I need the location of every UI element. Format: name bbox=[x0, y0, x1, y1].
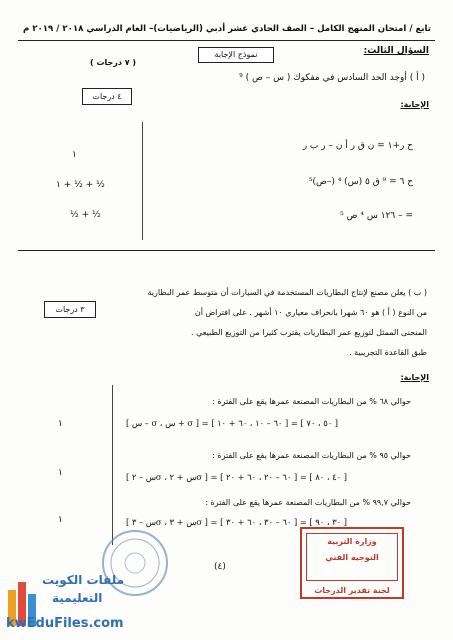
score-line-2: ١ + ½ + ½ bbox=[56, 180, 105, 190]
part-b-line-2: من النوع ( أ ) هو ٦٠ شهرا بانحراف معياري ١٠ أشهر . على افتراض أن bbox=[194, 308, 427, 317]
page-number: (٤) bbox=[214, 562, 226, 572]
page-header: تابع / امتحان المنهج الكامل – الصف الحادي عشر أدبي (الرياضيات)– العام الدراسي ٢٠١٨ / ٢٠١٩ م bbox=[22, 24, 431, 34]
total-marks: ( ٧ درجات ) bbox=[90, 58, 137, 67]
part-a-marks-box: ٤ درجات bbox=[82, 88, 132, 105]
part-b-line-3: المنحنى الممثل لتوزيع عمر البطاريات يقترب كثيرا من التوزيع الطبيعي . bbox=[191, 328, 427, 337]
score-line-1: ١ bbox=[72, 150, 77, 160]
answer-68-text: حوالي ٦٨ % من البطاريات المصنعة عمرها يقع على الفترة : bbox=[212, 397, 411, 406]
answer-label-a: الإجابة: bbox=[400, 100, 429, 109]
part-a-question: ( أ ) أوجد الحد السادس في مفكوك ( س – ص ) ⁹ bbox=[239, 73, 425, 83]
score-divider-b bbox=[112, 385, 113, 545]
stamp-line-3: لجنة تقدير الدرجات bbox=[314, 586, 390, 595]
watermark-url: kwEduFiles.com bbox=[6, 616, 124, 631]
score-divider-a bbox=[142, 122, 143, 240]
score-line-3: ½ + ½ bbox=[70, 210, 101, 220]
part-b-line-4: طبق القاعدة التجريبية . bbox=[349, 348, 427, 357]
equation-sixth-term: ح ٦ = ⁹ ق ٥ (س) ⁴ (–ص)⁵ bbox=[308, 177, 413, 187]
header-rule bbox=[18, 40, 435, 41]
answer-label-b: الإجابة: bbox=[400, 373, 429, 382]
score-b-3: ١ bbox=[58, 515, 63, 525]
score-b-1: ١ bbox=[58, 419, 63, 429]
answer-997-interval: [ س – ٣σ ، س + ٣σ ] = [ ٦٠ – ٣٠ ، ٦٠ + ٣٠ ] = [ ٣٠ ، ٩٠ ] bbox=[126, 517, 347, 527]
answer-95-interval: [ س – ٢σ ، س + ٢σ ] = [ ٦٠ – ٢٠ ، ٦٠ + ٢٠ ] = [ ٤٠ ، ٨٠ ] bbox=[126, 472, 347, 482]
model-answer-box: نموذج الإجابة bbox=[198, 47, 274, 63]
watermark-arabic-2: التعليمية bbox=[52, 591, 103, 605]
equation-general-term: ح ر+١ = ن ق ر أ ن – ر ب ر bbox=[302, 141, 413, 151]
answer-997-text: حوالي ٩٩,٧ % من البطاريات المصنعة عمرها يقع على الفترة : bbox=[205, 498, 411, 507]
stamp-line-2: التوجيه الفني bbox=[325, 553, 379, 562]
grading-stamp bbox=[300, 527, 404, 599]
part-b-marks-box: ٣ درجات bbox=[44, 301, 96, 318]
stamp-line-1: وزارة التربية bbox=[327, 537, 377, 546]
section-rule bbox=[18, 250, 435, 251]
score-b-2: ١ bbox=[58, 468, 63, 478]
ministry-seal bbox=[100, 528, 170, 598]
part-b-line-1: ( ب ) يعلن مصنع لإنتاج البطاريات المستخدمة في السيارات أن متوسط عمر البطارية bbox=[147, 288, 427, 297]
answer-95-text: حوالي ٩٥ % من البطاريات المصنعة عمرها يقع على الفترة : bbox=[212, 451, 411, 460]
equation-result: = – ١٢٦ س ⁴ ص ⁵ bbox=[340, 211, 413, 221]
answer-68-interval: [ س – σ ، س + σ ] = [ ٦٠ – ١٠ ، ٦٠ + ١٠ ] = [ ٥٠ ، ٧٠ ] bbox=[126, 418, 339, 428]
question-label: السؤال الثالث: bbox=[363, 46, 429, 56]
watermark-arabic-1: ملفات الكويت bbox=[42, 573, 125, 587]
